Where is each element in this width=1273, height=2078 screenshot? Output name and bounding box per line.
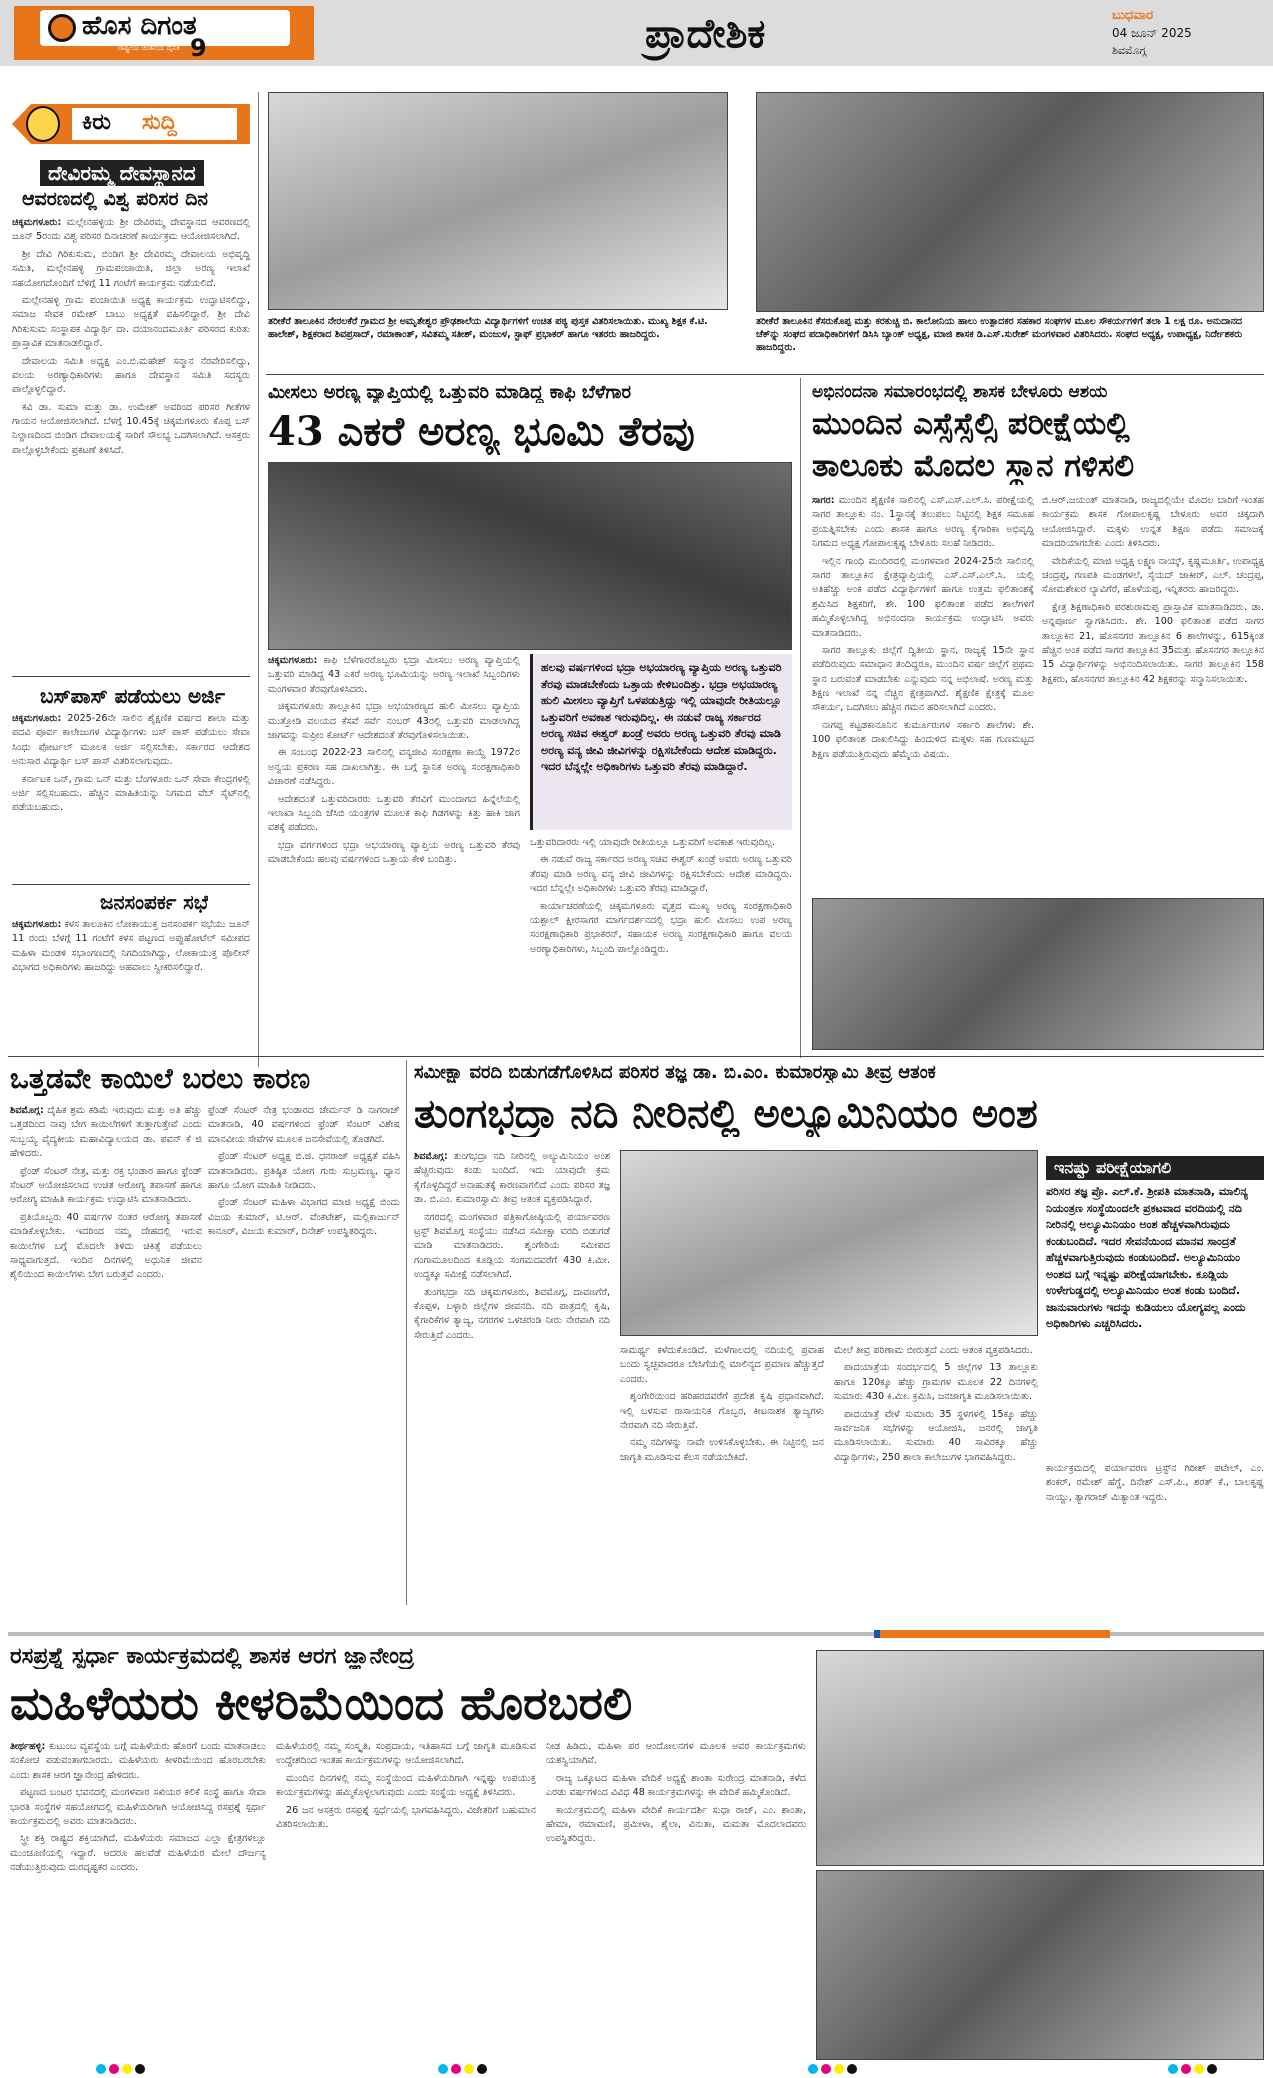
aluminium-para: ಶೃಂಗೇರಿಯಿಂದ ಹರಿಹರದವರೆಗೆ ಪ್ರದೇಶ ಕೃಷಿ ಪ್ರಧಾನವಾಗಿದೆ. ಇಲ್ಲಿ ಬಳಸುವ ರಾಸಾಯನಿಕ ಗೊಬ್ಬರ, ಕೀಟನಾಶಕ ತ್ಯಾಜ್ಯಗಳು ನೇರವಾಗಿ ನದಿ ಸೇರುತ್ತಿವೆ.: [620, 1391, 824, 1431]
forest-para: ಆದೇಶದಂತೆ ಒತ್ತುವರಿದಾರರು ಒತ್ತುವರಿ ತೆರವಿಗೆ ಮುಂದಾಗದ ಹಿನ್ನೆಲೆಯಲ್ಲಿ ಇಲಾಖಾ ಸಿಬ್ಬಂದಿ ಜೆಸಿಬಿ ಯಂತ್ರಗಳ ಮೂಲಕ ಕಾಫಿ ಗಿಡಗಳನ್ನು ಕಿತ್ತು ಹಾಕಿ ಜಾಗ ವಶಕ್ಕೆ ಪಡೆದರು.: [268, 793, 520, 834]
story1-para: ಮಲ್ಲೇನಹಳ್ಳಿ ಗ್ರಾಮ ಪಂಚಾಯಿತಿ ಅಧ್ಯಕ್ಷ ಕಾರ್ಯಕ್ರಮ ಉದ್ಘಾಟಿಸಲಿದ್ದು, ಸಮಾಜ ಸೇವಕ ರಮೇಶ್ ಬಾಬು ಅಧ್ಯಕ್ಷತೆ ವಹಿಸಲಿದ್ದಾರೆ. ಶ್ರೀ ದೇವಿ ಗಿರಿಕುಸುಮ ಸಂಸ್ಥಾಪಕ ವಿದ್ಯಾರ್ಥಿ ದಾ. ದಯಾನಂದಮೂರ್ತಿ ಪರಿಸರದ ಕುರಿತು ಪ್ರಾಸ್ತಾವಿಕ ಮಾತನಾಡಲಿದ್ದಾರೆ.: [12, 294, 250, 350]
story3-headline: ಜನಸಂಪರ್ಕ ಸಭೆ: [100, 890, 209, 914]
forest-para: ಈ ಸಂಬಂಧ 2022-23 ಸಾಲಿನಲ್ಲಿ ವನ್ಯಜೀವಿ ಸಂರಕ್ಷಣಾ ಕಾಯ್ದೆ 1972ರ ಅನ್ವಯ ಪ್ರಕರಣ ಸಹ ದಾಖಲಾಗಿತ್ತು. ಈ ಬಗ್ಗೆ ಸ್ಥಾನಿಕ ಅರಣ್ಯ ಸಂರಕ್ಷಣಾಧಿಕಾರಿ ವಿಚಾರಣೆ ನಡೆಸಿದ್ದರು.: [268, 747, 520, 788]
forest-para: ಭದ್ರಾ ವರ್ಗಗಳಿಂದ ಭದ್ರಾ ಅಭಯಾರಣ್ಯ ವ್ಯಾಪ್ತಿಯ ಅರಣ್ಯ ಒತ್ತುವರಿ ತೆರವು ಮಾಡಬೇಕೆಂದು ಹಲವು ವರ್ಷಗಳಿಂದ ಒತ್ತಾಯ ಕೇಳಿ ಬಂದಿತ್ತು.: [268, 839, 520, 866]
sslc-para: ಕ್ಷೇತ್ರ ಶಿಕ್ಷಣಾಧಿಕಾರಿ ಪರಶುರಾಮಪ್ಪ ಪ್ರಾಸ್ತಾವಿಕ ಮಾತನಾಡಿದರು. ಡಾ. ಅನ್ನಪೂರ್ಣ ಸ್ವಾಗತಿಸಿದರು. ಶೇ. 100 ಫಲಿತಾಂಶ ಪಡೆದ ಸಾಗರ ತಾಲ್ಲೂಕಿನ 21, ಹೊಸನಗರ ತಾಲ್ಲೂಕಿನ 6 ಶಾಲೆಗಳನ್ನು, 615ಕ್ಕಿಂತ ಹೆಚ್ಚಿನ ಅಂಕ ಪಡೆದ ಸಾಗರ ತಾಲ್ಲೂಕಿನ 35ಮತ್ತು ಹೊಸನಗರ ತಾಲ್ಲೂಕಿನ 15 ವಿದ್ಯಾರ್ಥಿಗಳನ್ನು ಅಭಿನಂದಿಸಲಾಯಿತು. ಸಾಗರ ತಾಲ್ಲೂಕಿನ 158 ಶಿಕ್ಷಕರು, ಹೊಸನಗರ ತಾಲ್ಲೂಕಿನ 42 ಶಿಕ್ಷಕರನ್ನು ಸನ್ಮಾನಿಸಲಾಯಿತು.: [1042, 601, 1264, 685]
aluminium-para: ನಮ್ಮ ನದಿಗಳನ್ನು ನಾವೇ ಉಳಿಸಿಕೊಳ್ಳಬೇಕು. ಈ ನಿಟ್ಟಿನಲ್ಲಿ ಜನ ಜಾಗೃತಿ ಮೂಡಿಸುವ ಕೆಲಸ ನಡೆಯಬೇಕಿದೆ.: [620, 1437, 824, 1463]
aluminium-para: ತುಂಗಭದ್ರಾ ನದಿ ನೀರಿನಲ್ಲಿ ಅಲ್ಯುಮಿನಿಯಂ ಅಂಶ ಹೆಚ್ಚಿರುವುದು ಕಂಡು ಬಂದಿದೆ. ಇದು ಯಾವುದೇ ಕ್ರಮ ಕೈಗೊಳ್ಳದಿದ್ದರೆ ಅನಾಹುತಕ್ಕೆ ಕಾರಣವಾಗಲಿದೆ ಎಂದು ಪರಿಸರ ತಜ್ಞ ಡಾ. ಬಿ.ಎಂ. ಕುಮಾರಸ್ವಾಮಿ ತೀವ್ರ ಆತಂಕ ವ್ಯಕ್ತಪಡಿಸಿದ್ದಾರೆ.: [414, 1151, 610, 1206]
story3-dateline: ಚಿಕ್ಕಮಗಳೂರು:: [12, 919, 62, 930]
women-event-photo-bottom: [816, 1870, 1264, 2060]
press-meet-photo: [620, 1150, 1038, 1336]
women-headline: ಮಹಿಳೆಯರು ಕೀಳರಿಮೆಯಿಂದ ಹೊರಬರಲಿ: [10, 1676, 633, 1730]
megaphone-hand-icon: [26, 106, 60, 142]
women-para: ಕುಟುಂಬ ವ್ಯವಸ್ಥೆಯ ಬಗ್ಗೆ ಮಹಿಳೆಯರು ಹೊರಗೆ ಬಂದು ಮಾತನಾಡಲು ಸಂಕೋಚ ಪಡುವಂತಾಗಬಾರದು. ಮಹಿಳೆಯರು ಕೀಳರಿಮೆಯಿಂದ ಹೊರಬರಬೇಕು ಎಂದು ಶಾಸಕ ಆರಗ ಜ್ಞಾನೇಂದ್ರ ಹೇಳಿದರು.: [10, 1741, 266, 1781]
forest-para: ಕಾಫಿ ಬೆಳೆಗಾರರೊಬ್ಬರು ಭದ್ರಾ ಮೀಸಲು ಅರಣ್ಯ ವ್ಯಾಪ್ತಿಯಲ್ಲಿ ಒತ್ತುವರಿ ಮಾಡಿದ್ದ 43 ಎಕರೆ ಅರಣ್ಯ ಭೂಮಿಯನ್ನು ಅರಣ್ಯ ಇಲಾಖೆ ಸಿಬ್ಬಂದಿಗಳು ಮಂಗಳವಾರ ತೆರವುಗೊಳಿಸಿದರು.: [268, 655, 520, 695]
sslc-felicitation-photo: [812, 898, 1264, 1050]
sslc-para: ವೇದಿಕೆಯಲ್ಲಿ ಮಾಜಿ ಅಧ್ಯಕ್ಷ ಲಕ್ಷ್ಮಣ ನಾಯ್ಕ್, ಕೃಷ್ಣಮೂರ್ತಿ, ಉಪಾಧ್ಯಕ್ಷ ಚಂದ್ರಪ್ಪ, ಗಣಪತಿ ಮಂಡಗಳಲೆ, ಸೈಯದ್ ಜಾಕೀರ್, ಎಲ್. ಚಂದ್ರಪ್ಪ, ಸೋಮಶೇಖರ ಲ್ಯಾವಿಗೆರೆ, ಹೊಳೆಯಪ್ಪ, ಇನ್ನಿತರರು ಹಾಜರಿದ್ದರು.: [1042, 555, 1264, 596]
column-divider: [258, 92, 259, 1067]
women-body-col1: [10, 1740, 266, 2060]
ottada-body-col1: [10, 1104, 202, 1600]
section-separator-accent: [880, 1630, 1110, 1638]
aluminium-body-col1: [414, 1150, 610, 1600]
aluminium-para: ಸಾಮರ್ಥ್ಯ ಕಳೆದುಕೊಂಡಿದೆ. ಮಳೆಗಾಲದಲ್ಲಿ ನದಿಯಲ್ಲಿ ಪ್ರವಾಹ ಬಂದು ಸ್ವಚ್ಛವಾದರೂ ಬೇಸಿಗೆಯಲ್ಲಿ ಮಾಲಿನ್ಯದ ಪ್ರಮಾಣ ಹೆಚ್ಚುತ್ತದೆ ಎಂದರು.: [620, 1345, 824, 1385]
ottada-para: ಪ್ರತಿಯೊಬ್ಬರು 40 ವರ್ಷಗಳ ನಂತರ ಆರೋಗ್ಯ ತಪಾಸಣೆ ಮಾಡಿಕೊಳ್ಳಬೇಕು. ಇದರಿಂದ ನಮ್ಮ ದೇಹದಲ್ಲಿ ಇರುವ ಕಾಯಿಲೆಗಳ ಬಗ್ಗೆ ಮೊದಲೇ ತಿಳಿದು ಚಿಕಿತ್ಸೆ ಪಡೆಯಲು ಸಾಧ್ಯವಾಗುತ್ತದೆ. ಇಂದಿನ ದಿನಗಳಲ್ಲಿ ಅಧುನಿಕ ಜೀವನ ಶೈಲಿಯಿಂದ ಕಾಯಿಲೆಗಳು ಬೇಗ ಬರುತ್ತವೆ ಎಂದರು.: [10, 1211, 202, 1281]
forest-para: ಚಿಕ್ಕಮಗಳೂರು ತಾಲ್ಲೂಕಿನ ಭದ್ರಾ ಅಭಯಾರಣ್ಯದ ಹುಲಿ ಮೀಸಲು ವ್ಯಾಪ್ತಿಯ ಮುತ್ತೋಡಿ ವಲಯದ ಕೆಸವೆ ಸರ್ವೆ ನಂಬರ್ 43ರಲ್ಲಿ ಒತ್ತುವರಿ ಮಾಡಲಾಗಿದ್ದ ಜಾಗವನ್ನು ಸುಪ್ರೀಂ ಕೋರ್ಟ್ ಆದೇಶದಂತೆ ತೆರವುಗೊಳಿಸಲಾಯಿತು.: [268, 701, 520, 741]
forest-para: ಒತ್ತುವರಿದಾರರು ಇಲ್ಲಿ ಯಾವುದೇ ರೀತಿಯಲ್ಲೂ ಒತ್ತುವರಿಗೆ ಅವಕಾಶ ಇರುವುದಿಲ್ಲ.: [530, 837, 776, 848]
registration-mark: [96, 2064, 145, 2074]
divider: [12, 676, 250, 677]
sslc-para: ಬಿ.ಆರ್.ಜಯಂತ್ ಮಾತನಾಡಿ, ರಾಜ್ಯದಲ್ಲಿಯೇ ಮೊದಲ ಬಾರಿಗೆ ಇಂತಹ ಕಾರ್ಯಕ್ರಮ ಶಾಸಕ ಗೋಪಾಲಕೃಷ್ಣ ಬೇಳೂರು ಅವರ ಚಿಕ್ಕದಾಗಿ ಆಯೋಜಿಸಿದ್ದಾರೆ. ಮಕ್ಕಳು ಉನ್ನತ ಶಿಕ್ಷಣ ಪಡೆದು ಸಮಾಜಕ್ಕೆ ಮಾದರಿಯಾಗಬೇಕು ಎಂದು ತಿಳಿಸಿದರು.: [1042, 495, 1264, 550]
column-divider: [406, 1060, 407, 1605]
aluminium-para: ಮೇಲೆ ತೀವ್ರ ಪರಿಣಾಮ ಬೀರುತ್ತದೆ ಎಂದು ಆತಂಕ ವ್ಯಕ್ತಪಡಿಸಿದರು.: [834, 1345, 1033, 1356]
ottada-dateline: ಶಿವಮೊಗ್ಗ:: [10, 1105, 44, 1116]
women-dateline: ತೀರ್ಥಹಳ್ಳಿ:: [10, 1741, 46, 1752]
aluminium-kicker: ಸಮೀಕ್ಷಾ ವರದಿ ಬಿಡುಗಡೆಗೊಳಿಸಿದ ಪರಿಸರ ತಜ್ಞ ಡಾ. ಬಿ.ಎಂ. ಕುಮಾರಸ್ವಾಮಿ ತೀವ್ರ ಆತಂಕ: [414, 1062, 936, 1083]
ottada-body-col2: [208, 1104, 400, 1600]
story3-body: [12, 918, 250, 1066]
section-title: ಪ್ರಾದೇಶಿಕ: [645, 10, 766, 57]
paper-logo-icon: [48, 14, 76, 42]
column-divider: [800, 378, 801, 1058]
divider: [12, 884, 250, 885]
aluminium-dateline: ಶಿವಮೊಗ್ಗ:: [414, 1151, 448, 1162]
sslc-para: ಇಲ್ಲಿನ ಗಾಂಧಿ ಮಂದಿರದಲ್ಲಿ ಮಂಗಳವಾರ 2024-25ನೇ ಸಾಲಿನಲ್ಲಿ ಸಾಗರ ತಾಲ್ಲೂಕಿನ ಕ್ಷೇತ್ರವ್ಯಾಪ್ತಿಯಲ್ಲಿ ಎಸ್.ಎಸ್.ಎಲ್.ಸಿ. ಯಲ್ಲಿ ಅತಿಹೆಚ್ಚು ಅಂಕ ಪಡೆದ ವಿದ್ಯಾರ್ಥಿಗಳಿಗೆ ಹಾಗೂ ಉತ್ತಮ ಫಲಿತಾಂಶಕ್ಕೆ ಶ್ರಮಿಸಿದ ಶಿಕ್ಷಕರಿಗೆ, ಶೇ. 100 ಫಲಿತಾಂಶ ಪಡೆದ ಶಾಲೆಗಳಿಗೆ ಹಮ್ಮಿಕೊಳ್ಳಲಾಗಿದ್ದ ಅಭಿನಂದನಾ ಕಾರ್ಯಕ್ರಮ ಉದ್ಘಾಟಿಸಿ ಅವರು ಮಾತನಾಡಿದರು.: [812, 555, 1034, 639]
kirusuddi-label-prefix: ಕಿರು: [82, 110, 111, 135]
forest-kicker: ಮೀಸಲು ಅರಣ್ಯ ವ್ಯಾಪ್ತಿಯಲ್ಲಿ ಒತ್ತುವರಿ ಮಾಡಿದ್ದ ಕಾಫಿ ಬೆಳೆಗಾರ: [268, 382, 632, 403]
sslc-kicker: ಅಭಿನಂದನಾ ಸಮಾರಂಭದಲ್ಲಿ ಶಾಸಕ ಬೇಳೂರು ಆಶಯ: [812, 382, 1108, 402]
divider: [8, 1056, 1264, 1057]
story2-para: ಕರ್ನಾಟಕ ಒನ್, ಗ್ರಾಮ ಒನ್ ಮತ್ತು ಬೆಂಗಳೂರು ಒನ್ ಸೇವಾ ಕೇಂದ್ರಗಳಲ್ಲಿ ಅರ್ಜಿ ಸಲ್ಲಿಸಬಹುದು. ಹೆಚ್ಚಿನ ಮಾಹಿತಿಯನ್ನು ನಿಗಮದ ವೆಬ್ ಸೈಟ್‌ನಲ್ಲಿ ಪಡೆಯಬಹುದು.: [12, 773, 250, 814]
story1-para: ದೇವಾಲಯ ಸಮಿತಿ ಅಧ್ಯಕ್ಷ ಎಂ.ಬಿ.ಮಹೇಶ್ ಸನ್ಮಾನ ನೆರವೇರಿಸಲಿದ್ದು, ವಲಯ ಅರಣ್ಯಾಧಿಕಾರಿಗಳು ಹಾಗೂ ದೇವಸ್ಥಾನ ಸಮಿತಿ ಸದಸ್ಯರು ಪಾಲ್ಗೊಳ್ಳಲಿದ್ದಾರೆ.: [12, 355, 250, 396]
women-para: ರಾಜ್ಯ ಒಕ್ಕೂಟದ ಮಹಿಳಾ ವೇದಿಕೆ ಅಧ್ಯಕ್ಷೆ ಶಾಂತಾ ಸುರೇಂದ್ರ ಮಾತನಾಡಿ, ಕಳೆದ ಎರಡು ವರ್ಷಗಳಿಂದ ವಿವಿಧ 48 ಕಾರ್ಯಕ್ರಮಗಳನ್ನು ಈ ವೇದಿಕೆ ಹಮ್ಮಿಕೊಂಡಿದೆ.: [546, 1772, 806, 1799]
sslc-body-left: [812, 494, 1034, 892]
women-para: ಪಟ್ಟಣದ ಬಂಟರ ಭವನದಲ್ಲಿ ಮಂಗಳವಾರ ಸಖಿಯರ ಕಲಿಕೆ ಸಂಸ್ಥೆ ಹಾಗೂ ಸೇವಾ ಭಾರತಿ ಸಂಸ್ಥೆಗಳ ಸಹಯೋಗದಲ್ಲಿ ಮಹಿಳೆಯರಿಗಾಗಿ ಆಯೋಜಿಸಿದ್ದ ರಸಪ್ರಶ್ನೆ ಸ್ಪರ್ಧಾ ಕಾರ್ಯಕ್ರಮದಲ್ಲಿ ಅವರು ಮಾತನಾಡಿದರು.: [10, 1787, 266, 1827]
women-para: ಮಹಿಳೆಯರಲ್ಲಿ ನಮ್ಮ ಸಂಸ್ಕೃತಿ, ಸಂಪ್ರದಾಯ, ಇತಿಹಾಸದ ಬಗ್ಗೆ ಜಾಗೃತಿ ಮೂಡಿಸುವ ಉದ್ದೇಶದಿಂದ ಇಂತಹ ಕಾರ್ಯಕ್ರಮಗಳನ್ನು ಆಯೋಜಿಸಲಾಗಿದೆ.: [276, 1741, 536, 1767]
aluminium-body-col3: [834, 1344, 1038, 1600]
school-students-photo: [268, 92, 728, 310]
aluminium-sidebox-text: ಪರಿಸರ ತಜ್ಞ ಪ್ರೊ. ಎಲ್.ಕೆ. ಶ್ರೀಪತಿ ಮಾತನಾಡಿ, ಮಾಲಿನ್ಯ ನಿಯಂತ್ರಣ ಸಂಸ್ಥೆಯಿಂದಲೇ ಪ್ರಕಟವಾದ ವರದಿಯಲ್ಲಿ ನದಿ ನೀರಿನಲ್ಲಿ ಅಲ್ಯೂಮಿನಿಯಂ ಅಂಶ ಹೆಚ್ಚಳವಾಗಿರುವುದು ಕಂಡುಬಂದಿದೆ. ಇದರ ಸೇವನೆಯಿಂದ ಮಾನವ ಸಾಂದ್ರತೆ ಹೆಚ್ಚಳವಾಗುತ್ತಿರುವುದು ಕಂಡುಬಂದಿದೆ. ಅಲ್ಯೂಮಿನಿಯಂ ಅಂಶದ ಬಗ್ಗೆ ಇನ್ನಷ್ಟು ಪರೀಕ್ಷೆಯಾಗಬೇಕು. ಕೂಡ್ಲಿಯ ಉಳೇಗುಡ್ಡದಲ್ಲಿ ಅಲ್ಯೂಮಿನಿಯಂ ಅಂಶ ಕಂಡು ಬಂದಿದೆ. ಜಾನುವಾರುಗಳು ಇದನ್ನು ಕುಡಿಯಲು ಯೋಗ್ಯವಲ್ಲ ಎಂದು ಅಧಿಕಾರಿಗಳು ಎಚ್ಚರಿಸಿದರು.: [1046, 1185, 1248, 1330]
women-para: ಸ್ತ್ರೀ ಶಕ್ತಿ ರಾಷ್ಟ್ರದ ಶಕ್ತಿಯಾಗಿದೆ. ಮಹಿಳೆಯರು ಸಮಾಜದ ಎಲ್ಲಾ ಕ್ಷೇತ್ರಗಳಲ್ಲೂ ಮುಂಚೂಣಿಯಲ್ಲಿ ಇದ್ದಾರೆ. ಆದರೂ ಹಲವೆಡೆ ಮಹಿಳೆಯರ ಮೇಲೆ ದೌರ್ಜನ್ಯ ನಡೆಯುತ್ತಿರುವುದು ದುರದೃಷ್ಟಕರ ಎಂದರು.: [10, 1833, 266, 1874]
story1-headline-line2: ಆವರಣದಲ್ಲಿ ವಿಶ್ವ ಪರಿಸರ ದಿನ: [22, 188, 208, 210]
ottada-headline: ಒತ್ತಡವೇ ಕಾಯಿಲೆ ಬರಲು ಕಾರಣ: [10, 1062, 311, 1095]
aluminium-body-bottom: ಕಾರ್ಯಕ್ರಮದಲ್ಲಿ ಪರ್ಯಾವರಣ ಟ್ರಸ್ಟ್‌ನ ಗಿರೀಶ್ ಪಟೇಲ್, ಎಂ. ಶಂಕರ್, ರಮೇಶ್ ಹೆಗ್ಡೆ, ದಿನೇಶ್ ಎಸ್.ಪಿ., ಶರತ್ ಕೆ., ಬಾಲಕೃಷ್ಣ ನಾಯ್ದು, ತ್ಯಾಗರಾಜ್ ಮಿತ್ಯಾಂತ ಇದ್ದರು.: [1046, 1463, 1264, 1503]
story1-headline-line1: ದೇವಿರಮ್ಮ ದೇವಸ್ಥಾನದ: [40, 160, 204, 186]
aluminium-headline: ತುಂಗಭದ್ರಾ ನದಿ ನೀರಿನಲ್ಲಿ ಅಲ್ಯೂಮಿನಿಯಂ ಅಂಶ: [414, 1090, 1038, 1137]
sslc-para: ಸಾಗರ ತಾಲ್ಲೂಕು ಜಿಲ್ಲೆಗೆ ದ್ವಿತೀಯ ಸ್ಥಾನ, ರಾಜ್ಯಕ್ಕೆ 15ನೇ ಸ್ಥಾನ ಪಡೆದಿರುವುದು ಸಮಾಧಾನ ತಂದಿದ್ದರೂ, ಮುಂದಿನ ವರ್ಷ ಜಿಲ್ಲೆಗೆ ಪ್ರಥಮ ಸ್ಥಾನ ಬರುವಂತೆ ಮಾಡಬೇಕು ಎನ್ನುವುದು ನನ್ನ ಅಭಿಲಾಷೆ. ಅರಣ್ಯ ಮತ್ತು ಶಿಕ್ಷಣ ಇಲಾಖೆ ನನ್ನ ನೆಚ್ಚಿನ ಕ್ಷೇತ್ರವಾಗಿದೆ. ಶೈಕ್ಷಣಿಕ ಕ್ಷೇತ್ರಕ್ಕೆ ಮೂಲ ಸೌಕರ್ಯ, ಒದಗಿಸಲು ಹೆಚ್ಚಿನ ಗಮನ ಹರಿಸಲಾಗಿದೆ ಎಂದರು.: [812, 644, 1034, 714]
issue-date: 04 ಜೂನ್ 2025: [1112, 26, 1192, 40]
forest-para: ಕಾರ್ಯಾಚರಣೆಯಲ್ಲಿ ಚಿಕ್ಕಮಗಳೂರು ವೃತ್ತದ ಮುಖ್ಯ ಅರಣ್ಯ ಸಂರಕ್ಷಣಾಧಿಕಾರಿ ಯಶ್ಪಾಲ್ ಕ್ಷೀರಸಾಗರ ಮಾರ್ಗದರ್ಶನದಲ್ಲಿ ಭದ್ರಾ ಹುಲಿ ಮೀಸಲು ಉಪ ಅರಣ್ಯ ಸಂರಕ್ಷಣಾಧಿಕಾರಿ ಪ್ರಭಾಕರನ್, ಸಹಾಯಕ ಅರಣ್ಯ ಸಂರಕ್ಷಣಾಧಿಕಾರಿ ಹಾಗೂ ವಲಯ ಅರಣ್ಯಾಧಿಕಾರಿಗಳು, ಸಿಬ್ಬಂದಿ ಪಾಲ್ಗೊಂಡಿದ್ದರು.: [530, 900, 792, 955]
story1-body: [12, 216, 250, 668]
women-para: ಕಾರ್ಯಕ್ರಮದಲ್ಲಿ ಮಹಿಳಾ ವೇದಿಕೆ ಕಾರ್ಯದರ್ಶಿ ಸುಧಾ ರಾಜ್, ಎಂ. ಶಾಂತಾ, ಹೇಮಾ, ರಮಾಮಣಿ, ಪ್ರಮೀಳಾ, ಶೈಲಾ, ವಿನುತಾ, ಮಮತಾ ಮೊದಲಾದವರು ಉಪಸ್ಥಿತರಿದ್ದರು.: [546, 1804, 806, 1845]
women-body-col3: [546, 1740, 806, 2060]
story2-para: 2025-26ನೇ ಸಾಲಿನ ಶೈಕ್ಷಣಿಕ ವರ್ಷದ ಶಾಲಾ ಮತ್ತು ಪದವಿ ಪೂರ್ವ ಕಾಲೇಜುಗಳ ವಿದ್ಯಾರ್ಥಿಗಳು ಬಸ್ ಪಾಸ್ ಪಡೆಯಲು ಸೇವಾ ಸಿಂಧು ಪೋರ್ಟಲ್ ಮೂಲಕ ಅರ್ಜಿ ಸಲ್ಲಿಸಬೇಕು. ಸರ್ಕಾರದ ಆದೇಶದ ಅನುಸಾರ ವಿದ್ಯಾರ್ಥಿ ಬಸ್ ಪಾಸ್ ವಿತರಿಸಲಾಗುವುದು.: [12, 713, 250, 768]
sslc-body-right: [1042, 494, 1264, 892]
women-para: ನೀಡ ಹಿಡಿದು, ಮಹಿಳಾ ಪರ ಆಂದೋಲನಗಳ ಮೂಲಕ ಅವರ ಕಾರ್ಯಕ್ರಮಗಳು ಯಶಸ್ವಿಯಾಗಿವೆ.: [546, 1741, 806, 1767]
registration-mark: [1168, 2064, 1217, 2074]
story1-para: ಶ್ರೀ ದೇವಿ ಗಿರಿಕುಸುಮ, ಬಿಂಡಿಗ ಶ್ರೀ ದೇವಿರಮ್ಮ ದೇವಾಲಯ ಅಭಿವೃದ್ಧಿ ಸಮಿತಿ, ಮಲ್ಲೇನಹಳ್ಳಿ ಗ್ರಾಮಪಂಚಾಯಿತಿ, ಜಿಲ್ಲಾ ಅರಣ್ಯ ಇಲಾಖೆ ಸಹಯೋಗದೊಂದಿಗೆ ಬೆಳಿಗ್ಗೆ 11 ಗಂಟೆಗೆ ಕಾರ್ಯಕ್ರಮ ನಡೆಯಲಿದೆ.: [12, 248, 250, 289]
sslc-headline-line1: ಮುಂದಿನ ಎಸ್ಸೆಸ್ಸೆಲ್ಸಿ ಪರೀಕ್ಷೆಯಲ್ಲಿ: [812, 406, 1130, 442]
aluminium-para: ನಗರದಲ್ಲಿ ಮಂಗಳವಾರ ಪತ್ರಿಕಾಗೋಷ್ಠಿಯಲ್ಲಿ ಪರ್ಯಾವರಣ ಟ್ರಸ್ಟ್ ಶಿವಮೊಗ್ಗ ಸಂಸ್ಥೆಯು ನಡೆಸಿದ ಸಮೀಕ್ಷಾ ವರದಿ ಬಿಡುಗಡೆ ಮಾಡಿ ಮಾತನಾಡಿದರು. ಶೃಂಗೇರಿಯ ಸಮೀಪದ ಗಂಗಾಮೂಲದಿಂದ ಕೂಡ್ಲಿಯ ಸಂಗಮದವರೆಗೆ 430 ಕಿ.ಮೀ. ಉದ್ದಕ್ಕೂ ಸಮೀಕ್ಷೆ ನಡೆಸಲಾಗಿದೆ.: [414, 1211, 610, 1281]
story2-dateline: ಚಿಕ್ಕಮಗಳೂರು:: [12, 713, 62, 724]
aluminium-para: ಪಾದಯಾತ್ರೆ ವೇಳೆ ಸುಮಾರು 35 ಸ್ಥಳಗಳಲ್ಲಿ 15ಕ್ಕೂ ಹೆಚ್ಚು ಸಾರ್ವಜನಿಕ ಸಭೆಗಳನ್ನು ಆಯೋಜಿಸಿ, ಜನರಲ್ಲಿ ಜಾಗೃತಿ ಮೂಡಿಸಲಾಯಿತು. ಸುಮಾರು 40 ಸಾವಿರಕ್ಕೂ ಹೆಚ್ಚು ವಿದ್ಯಾರ್ಥಿಗಳು, 250 ಶಾಲಾ ಕಾಲೇಜುಗಳ ಭಾಗವಹಿಸಿದ್ದರು.: [834, 1408, 1038, 1463]
section-separator-accent-blue: [874, 1630, 880, 1638]
registration-mark: [438, 2064, 487, 2074]
aluminium-para: ಪಾದಯಾತ್ರೆಯ ಸಂದರ್ಭದಲ್ಲಿ 5 ಜಿಲ್ಲೆಗಳ 13 ತಾಲ್ಲೂಕು ಹಾಗೂ 120ಕ್ಕೂ ಹೆಚ್ಚು ಗ್ರಾಮಗಳ ಮೂಲಕ 22 ದಿನಗಳಲ್ಲಿ ಸುಮಾರು 430 ಕಿ.ಮೀ. ಕ್ರಮಿಸಿ, ಜನಜಾಗೃತಿ ಮೂಡಿಸಲಾಯಿತು.: [834, 1362, 1038, 1403]
masthead: [0, 0, 1273, 66]
story2-headline: ಬಸ್‌ಪಾಸ್ ಪಡೆಯಲು ಅರ್ಜಿ: [40, 684, 225, 708]
forest-clearance-photo: [268, 462, 792, 650]
aluminium-sidebox-title: ಇನಷ್ಟು ಪರೀಕ್ಷೆಯಾಗಲಿ: [1046, 1156, 1264, 1180]
women-body-col2: [276, 1740, 536, 2060]
story2-body: [12, 712, 250, 908]
divider: [266, 374, 1264, 375]
sslc-para: ಮುಂದಿನ ಶೈಕ್ಷಣಿಕ ಸಾಲಿನಲ್ಲಿ ಎಸ್.ಎಸ್.ಎಲ್.ಸಿ. ಪರೀಕ್ಷೆಯಲ್ಲಿ ಸಾಗರ ತಾಲ್ಲೂಕು ನಂ. 1ಸ್ಥಾನಕ್ಕೆ ತಲುಪಲು ನಿಟ್ಟಿನಲ್ಲಿ ಶಿಕ್ಷಕ ಸಮೂಹ ಪ್ರಯತ್ನಿಸಬೇಕು ಎಂದು ಶಾಸಕ ಹಾಗೂ ಅರಣ್ಯ ಕೈಗಾರಿಕಾ ಅಭಿವೃದ್ಧಿ ನಿಗಮದ ಅಧ್ಯಕ್ಷ ಗೋಪಾಲಕೃಷ್ಣ ಬೇಳೂರು ಸಲಹೆ ನೀಡಿದರು.: [812, 495, 1034, 550]
forest-dateline: ಚಿಕ್ಕಮಗಳೂರು:: [268, 655, 318, 666]
aluminium-body-col2: [620, 1344, 824, 1600]
ottada-para: ಫ್ರೆಂಡ್ ಸೆಂಟರ್ ನೇತ್ರ, ಮತ್ತು ರಕ್ತ ಭಂಡಾರ ಹಾಗೂ ಫ್ರೆಂಡ್ ಸೆಂಟರ್ ಆಯೋಜಿಸಲಾದ ಉಚಿತ ಆರೋಗ್ಯ ತಪಾಸಣೆ ಹಾಗೂ ಆರೋಗ್ಯ ಮಾಹಿತಿ ಕಾರ್ಯಕ್ರಮ ಉದ್ಘಾಟಿಸಿ ಮಾತನಾಡಿದರು.: [10, 1165, 202, 1206]
milk-photo-caption: ತರೀಕೆರೆ ತಾಲೂಕಿನ ಕೆಸರುಕೊಪ್ಪ ಮತ್ತು ಕರಕುಚ್ಚಿ ಬಿ. ಕಾಲೋನಿಯ ಹಾಲು ಉತ್ಪಾದಕರ ಸಹಕಾರ ಸಂಘಗಳ ಮೂಲ ಸೌಕರ್ಯಗಳಿಗೆ ತಲಾ 1 ಲಕ್ಷ ರೂ. ಅನುದಾನದ ಚೆಕ್‌ನ್ನು ಸಂಘದ ಪದಾಧಿಕಾರಿಗಳಿಗೆ ಡಿಸಿಸಿ ಬ್ಯಾಂಕ್ ಅಧ್ಯಕ್ಷ, ಮಾಜಿ ಶಾಸಕ ಡಿ.ಎಸ್.ಸುರೇಶ್ ಮಂಗಳವಾರ ವಿತರಿಸಿದರು. ಸಂಘದ ಅಧ್ಯಕ್ಷ, ಉಪಾಧ್ಯಕ್ಷ, ನಿರ್ದೇಶಕರು ಹಾಜರಿದ್ದರು.: [756, 316, 1243, 353]
kirusuddi-badge: [12, 94, 252, 154]
paper-tagline: ರಾಷ್ಟ್ರೀಯ ಚಿಂತನೆಯ ದೈನಿಕ: [118, 44, 180, 52]
sslc-dateline: ಸಾಗರ:: [812, 495, 835, 506]
sslc-para: ನಾಗಪ್ಪ ಕಟ್ಟಡಕಾನೂನಿನ ಕುರ್ಮೂರುಗಳ ಸರ್ಕಾರಿ ಶಾಲೆಗಳು ಶೇ. 100 ಫಲಿತಾಂಶ ದಾಖಲಿಸಿದ್ದು ಹಿಂದುಳಿದ ಮಕ್ಕಳು ಸಹ ಗುಣಮಟ್ಟದ ಶಿಕ್ಷಣ ಪಡೆಯುತ್ತಿರುವುದು ಹೆಮ್ಮೆಯ ವಿಷಯ.: [812, 719, 1034, 760]
forest-pull-quote: ಹಲವು ವರ್ಷಗಳಿಂದ ಭದ್ರಾ ಅಭಯಾರಣ್ಯ ವ್ಯಾಪ್ತಿಯ ಅರಣ್ಯ ಒತ್ತುವರಿ ತೆರವು ಮಾಡಬೇಕೆಂದು ಒತ್ತಾಯ ಕೇಳಿಬಂದಿತ್ತು. ಭದ್ರಾ ಅಭಯಾರಣ್ಯ ಹುಲಿ ಮೀಸಲು ವ್ಯಾಪ್ತಿಗೆ ಒಳಪಡುತ್ತಿದ್ದು ಇಲ್ಲಿ ಯಾವುದೇ ರೀತಿಯಲ್ಲೂ ಒತ್ತುವರಿಗೆ ಅವಕಾಶ ಇರುವುದಿಲ್ಲ. ಈ ನಡುವೆ ರಾಜ್ಯ ಸರ್ಕಾರದ ಅರಣ್ಯ ಸಚಿವ ಈಶ್ವರ್ ಖಂಡ್ರೆ ಅವರು ಅರಣ್ಯ ಒತ್ತುವರಿ ತೆರವು ಮಾಡಿ ಅರಣ್ಯ ವನ್ಯ ಜೀವಿ ಜೀವಿಗಳನ್ನು ರಕ್ಷಿಸಬೇಕೆಂದು ಆದೇಶ ಮಾಡಿದ್ದರು. ಇದರ ಬೆನ್ನಲ್ಲೇ ಅಧಿಕಾರಿಗಳು ಒತ್ತುವರಿ ತೆರವು ಮಾಡಿದ್ದಾರೆ.: [530, 654, 792, 830]
ottada-para: ಫ್ರೆಂಡ್ ಸೆಂಟರ್ ಅಧ್ಯಕ್ಷ ಬಿ.ಜಿ. ಧನರಾಜ್ ಅಧ್ಯಕ್ಷತೆ ವಹಿಸಿ ಮಾತನಾಡಿದರು. ಪ್ರತಿಷ್ಠಿತ ಯೋಗ ಗುರು ಸುಬ್ರಮಣ್ಯ, ಧ್ಯಾನ ಹಾಗೂ ಯೋಗ ಮಾಹಿತಿ ನೀಡಿದರು.: [208, 1151, 400, 1191]
aluminium-para: ತುಂಗಭದ್ರಾ ನದಿ ಚಿಕ್ಕಮಗಳೂರು, ಶಿವಮೊಗ್ಗ, ದಾವಣಗೆರೆ, ಕೊಪ್ಪಳ, ಬಳ್ಳಾರಿ ಜಿಲ್ಲೆಗಳ ಜೀವನದಿ. ನದಿ ಪಾತ್ರದಲ್ಲಿ ಕೃಷಿ, ಕೈಗಾರಿಕೆಗಳ ತ್ಯಾಜ್ಯ, ನಗರಗಳ ಒಳಚರಂಡಿ ನೀರು ನೇರವಾಗಿ ನದಿ ಸೇರುತ್ತಿದೆ ಎಂದರು.: [414, 1286, 610, 1341]
issue-weekday: ಬುಧವಾರ: [1112, 8, 1154, 23]
ottada-para: ಫ್ರೆಂಡ್ ಸೆಂಟರ್ ಮಹಿಳಾ ವಿಭಾಗದ ಮಾಜಿ ಅಧ್ಯಕ್ಷೆ ಬಿಂದು ವಿಜಯ ಕುಮಾರ್, ಟಿ.ಆರ್. ವೆಂಕಟೇಶ್, ಮಲ್ಲಿಕಾರ್ಜುನ್ ಕಾನೂರ್, ವಿಜಯ ಕುಮಾರ್, ದಿನೇಶ್ ಉಪಸ್ಥಿತರಿದ್ದರು.: [208, 1197, 400, 1238]
issue-city: ಶಿವಮೊಗ್ಗ: [1112, 44, 1147, 57]
women-event-photo-top: [816, 1650, 1264, 1866]
paper-name: ಹೊಸ ದಿಗಂತ: [82, 11, 197, 41]
milk-society-photo: [756, 92, 1264, 312]
story1-dateline: ಚಿಕ್ಕಮಗಳೂರು:: [12, 217, 62, 228]
forest-headline: 43 ಎಕರೆ ಅರಣ್ಯ ಭೂಮಿ ತೆರವು: [268, 408, 695, 455]
forest-para: ಈ ನಡುವೆ ರಾಜ್ಯ ಸರ್ಕಾರದ ಅರಣ್ಯ ಸಚಿವ ಈಶ್ವರ್ ಖಂಡ್ರೆ ಅವರು ಅರಣ್ಯ ಒತ್ತುವರಿ ತೆರವು ಮಾಡಿ ಅರಣ್ಯ ವನ್ಯ ಜೀವಿ ಜೀವಿಗಳನ್ನು ರಕ್ಷಿಸಬೇಕೆಂದು ಆದೇಶ ಮಾಡಿದ್ದರು. ಇದರ ಬೆನ್ನಲ್ಲೇ ಅಧಿಕಾರಿಗಳು ಒತ್ತುವರಿ ತೆರವು ಮಾಡಿದ್ದಾರೆ.: [530, 854, 792, 895]
story1-para: ಕವಿ ಡಾ. ಸುಮಾ ಮತ್ತು ಡಾ. ಉಮೇಶ್ ಅವರಿಂದ ಪರಿಸರ ಗೀತೆಗಳ ಗಾಯನ ಆಯೋಜಿಸಲಾಗಿದೆ. ಬೆಳಗ್ಗೆ 10.45ಕ್ಕೆ ಚಿಕ್ಕಮಗಳೂರು ಕೊಪ್ಪ ಬಸ್ ನಿಲ್ದಾಣದಿಂದ ಬಿಂಡಿಗ ದೇವಾಲಯಕ್ಕೆ ಸಾರಿಗೆ ಸೌಲಭ್ಯ ಒದಗಿಸಲಾಗಿದೆ. ಆಸಕ್ತರು ಪಾಲ್ಗೊಳ್ಳಬೇಕೆಂದು ಪ್ರಕಟಣೆ ತಿಳಿಸಿದೆ.: [12, 401, 250, 456]
school-photo-caption: ತರೀಕೆರೆ ತಾಲೂಕಿನ ನೇರಲಕೆರೆ ಗ್ರಾಮದ ಶ್ರೀ ಅಮೃತೇಶ್ವರ ಪ್ರೌಢಶಾಲೆಯ ವಿದ್ಯಾರ್ಥಿಗಳಿಗೆ ಉಚಿತ ಪಠ್ಯ ಪುಸ್ತಕ ವಿತರಿಸಲಾಯಿತು. ಮುಖ್ಯ ಶಿಕ್ಷಕ ಕೆ.ಟಿ. ಹಾಲೇಶ್, ಶಿಕ್ಷಕರಾದ ಶಿವಪ್ರಸಾದ್, ರಮಾಕಾಂತ್, ಸವಿತಮ್ಮ ಸತೀಶ್, ಮಂಜುಳ, ಸ್ಟಾಫ್ ಪ್ರಭಾಕರ್ ಹಾಗೂ ಇತರರು ಹಾಜರಿದ್ದರು.: [268, 316, 708, 340]
story1-para: ಮಲ್ಲೇನಹಳ್ಳಿಯ ಶ್ರೀ ದೇವಿರಮ್ಮ ದೇವಸ್ಥಾನದ ಆವರಣದಲ್ಲಿ ಜೂನ್ 5ರಂದು ವಿಶ್ವ ಪರಿಸರ ದಿನಾಚರಣೆ ಕಾರ್ಯಕ್ರಮ ಆಯೋಜಿಸಲಾಗಿದೆ.: [12, 217, 250, 243]
page-number: 9: [190, 34, 207, 62]
ottada-para: ಫ್ರೆಂಡ್ ಸೆಂಟರ್ ನೇತ್ರ ಭಂಡಾರದ ಚೇರ್ಮನ್ ಡಿ ನಾಗರಾಜ್ ಮಾತನಾಡಿ, 40 ವರ್ಷಗಳಿಂದ ಫ್ರೆಂಡ್ ಸೆಂಟರ್ ವಿಶೇಷ ಮಾನವೀಯ ಸೇವೆಗಳ ಮೂಲಕ ಜನಸೇವೆಯಲ್ಲಿ ತೊಡಗಿದೆ.: [208, 1105, 400, 1145]
kirusuddi-label-suffix: ಸುದ್ದಿ: [142, 110, 177, 135]
women-para: 26 ಜನ ಆಸಕ್ತರು ರಸಪ್ರಶ್ನೆ ಸ್ಪರ್ಧೆಯಲ್ಲಿ ಭಾಗವಹಿಸಿದ್ದರು. ವಿಜೇತರಿಗೆ ಬಹುಮಾನ ವಿತರಿಸಲಾಯಿತು.: [276, 1804, 536, 1830]
women-para: ಮುಂದಿನ ದಿನಗಳಲ್ಲಿ ನಮ್ಮ ಸಂಸ್ಥೆಯಿಂದ ಮಹಿಳೆಯರಿಗಾಗಿ ಇನ್ನಷ್ಟು ಉಪಯುಕ್ತ ಕಾರ್ಯಕ್ರಮಗಳನ್ನು ಹಮ್ಮಿಕೊಳ್ಳಲಾಗುವುದು ಎಂದು ಸಂಸ್ಥೆಯ ಅಧ್ಯಕ್ಷೆ ತಿಳಿಸಿದರು.: [276, 1772, 536, 1799]
story3-para: ಕಳಸ ತಾಲೂಕಿನ ಲೋಕಾಯುಕ್ತ ಜನಸಂಪರ್ಕ ಸಭೆಯು ಜೂನ್ 11 ರಂದು ಬೆಳಗ್ಗೆ 11 ಗಂಟೆಗೆ ಕಳಸ ಪಟ್ಟಣದ ಅಪ್ಪುಹೋಟೆಲ್ ಸಮೀಪದ ಮಹಿಳಾ ಮಂಡಳಿ ಸಭಾಂಗಣದಲ್ಲಿ ನಿಗದಿಯಾಗಿದ್ದು, ಲೋಕಾಯುಕ್ತ ಪೊಲೀಸ್ ವಿಭಾಗದ ಅಧಿಕಾರಿಗಳು ಹಾಜರಿದ್ದು ಅಹವಾಲು ಸ್ವೀಕರಿಸಲಿದ್ದಾರೆ.: [12, 919, 250, 974]
women-kicker: ರಸಪ್ರಶ್ನೆ ಸ್ಪರ್ಧಾ ಕಾರ್ಯಕ್ರಮದಲ್ಲಿ ಶಾಸಕ ಆರಗ ಜ್ಞಾನೇಂದ್ರ: [10, 1644, 415, 1669]
forest-body-right: [530, 836, 792, 1054]
ottada-para: ದೈಹಿಕ ಶ್ರಮ ಕಡಿಮೆ ಇರುವುದು ಮತ್ತು ಅತಿ ಹೆಚ್ಚು ಒತ್ತಡದಿಂದ ನಾವು ಬೇಗ ಕಾಯಿಲೆಗಳಿಗೆ ತುತ್ತಾಗುತ್ತೇವೆ ಎಂದು ಸುಬ್ಬಯ್ಯ ವೈದ್ಯಕೀಯ ಮಹಾವಿದ್ಯಾಲಯದ ಡಾ. ಪವನ್ ಕೆ ಜಿ ಹೇಳಿದರು.: [10, 1105, 202, 1160]
sslc-headline-line2: ತಾಲೂಕು ಮೊದಲ ಸ್ಥಾನ ಗಳಿಸಲಿ: [812, 448, 1135, 484]
registration-mark: [808, 2064, 857, 2074]
forest-body-left: [268, 654, 520, 1054]
